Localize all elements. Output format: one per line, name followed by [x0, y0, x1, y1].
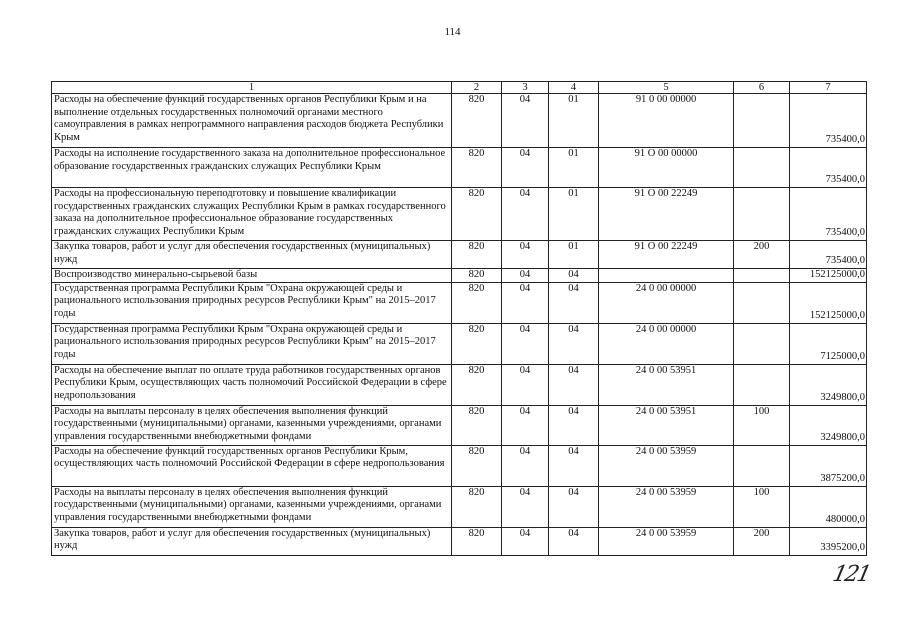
row-col5: 91 О 00 22249 — [599, 188, 734, 241]
row-description: Государственная программа Республики Крым "Охрана окружающей среды и рационального использования природных ресурсов Республики Крым" на 2015–2017 годы — [52, 282, 452, 323]
row-description: Расходы на выплаты персоналу в целях обеспечения выполнения функций государственными (муниципальными) органами, казенными учреждениями, органами управления государственными внебюджетными фондами — [52, 405, 452, 445]
row-col5: 91 О 00 00000 — [599, 148, 734, 188]
row-col2: 820 — [452, 148, 502, 188]
row-amount: 152125000,0 — [790, 269, 867, 283]
row-col6: 100 — [734, 486, 790, 527]
row-col4: 04 — [549, 282, 599, 323]
table-row — [52, 188, 867, 241]
row-col5: 24 0 00 53951 — [599, 364, 734, 405]
row-col3: 04 — [502, 323, 549, 364]
row-col5: 24 0 00 53959 — [599, 486, 734, 527]
row-col3: 04 — [502, 94, 549, 148]
row-col2: 820 — [452, 94, 502, 148]
row-col3: 04 — [502, 445, 549, 486]
row-col2: 820 — [452, 282, 502, 323]
row-col2: 820 — [452, 445, 502, 486]
row-col3: 04 — [502, 148, 549, 188]
row-col5: 24 0 00 00000 — [599, 323, 734, 364]
row-col5 — [599, 269, 734, 283]
table-row — [52, 148, 867, 188]
header-cell: 5 — [599, 82, 734, 94]
row-description: Расходы на профессиональную переподготовку и повышение квалификации государственных гражданских служащих Республики Крым в рамках государственного заказа на дополнительное профессиональное образование государственных гражданских служащих Республики Крым — [52, 188, 452, 241]
row-col3: 04 — [502, 188, 549, 241]
row-description: Расходы на исполнение государственного заказа на дополнительное профессиональное образование государственных гражданских служащих Республики Крым — [52, 148, 452, 188]
row-col4: 01 — [549, 241, 599, 269]
table-row — [52, 94, 867, 148]
row-col6 — [734, 445, 790, 486]
row-amount: 735400,0 — [790, 94, 867, 148]
row-col5: 24 0 00 53951 — [599, 405, 734, 445]
row-amount: 735400,0 — [790, 188, 867, 241]
row-col4: 04 — [549, 269, 599, 283]
row-col3: 04 — [502, 405, 549, 445]
table-row — [52, 282, 867, 323]
table-row — [52, 364, 867, 405]
row-amount: 3395200,0 — [790, 527, 867, 555]
row-col3: 04 — [502, 269, 549, 283]
row-description: Расходы на обеспечение выплат по оплате труда работников государственных органов Республики Крым, осуществляющих часть полномочий Российской Федерации в сфере недропользования — [52, 364, 452, 405]
row-col6 — [734, 269, 790, 283]
table-row — [52, 405, 867, 445]
row-col2: 820 — [452, 486, 502, 527]
row-col6: 200 — [734, 527, 790, 555]
header-cell: 7 — [790, 82, 867, 94]
row-description: Расходы на обеспечение функций государственных органов Республики Крым, осуществляющих часть полномочий Российской Федерации в сфере недропользования — [52, 445, 452, 486]
row-col3: 04 — [502, 527, 549, 555]
page-number: 114 — [444, 26, 461, 38]
row-col4: 04 — [549, 364, 599, 405]
row-amount: 3875200,0 — [790, 445, 867, 486]
row-col6 — [734, 282, 790, 323]
row-col2: 820 — [452, 527, 502, 555]
row-description: Закупка товаров, работ и услуг для обеспечения государственных (муниципальных) нужд — [52, 527, 452, 555]
row-col2: 820 — [452, 241, 502, 269]
row-col4: 04 — [549, 445, 599, 486]
handwritten-page-number: 121 — [830, 562, 872, 587]
row-col3: 04 — [502, 364, 549, 405]
row-col5: 91 О 00 22249 — [599, 241, 734, 269]
table-row — [52, 527, 867, 555]
row-description: Воспроизводство минерально-сырьевой базы — [52, 269, 452, 283]
row-amount: 735400,0 — [790, 148, 867, 188]
header-cell: 3 — [502, 82, 549, 94]
table-row — [52, 241, 867, 269]
header-row — [52, 82, 867, 94]
table-row — [52, 486, 867, 527]
row-col6 — [734, 364, 790, 405]
row-col2: 820 — [452, 364, 502, 405]
row-col4: 01 — [549, 188, 599, 241]
row-col6 — [734, 323, 790, 364]
row-col6: 200 — [734, 241, 790, 269]
row-col3: 04 — [502, 282, 549, 323]
header-cell: 1 — [52, 82, 452, 94]
row-col2: 820 — [452, 269, 502, 283]
row-col2: 820 — [452, 405, 502, 445]
row-col5: 91 0 00 00000 — [599, 94, 734, 148]
row-col4: 04 — [549, 527, 599, 555]
row-description: Государственная программа Республики Крым "Охрана окружающей среды и рационального использования природных ресурсов Республики Крым" на 2015–2017 годы — [52, 323, 452, 364]
row-description: Расходы на обеспечение функций государственных органов Республики Крым и на выполнение отдельных государственных полномочий органами местного самоуправления в рамках непрограммного направления расходов бюджета Республики Крым — [52, 94, 452, 148]
row-col2: 820 — [452, 323, 502, 364]
row-amount: 735400,0 — [790, 241, 867, 269]
budget-table — [51, 81, 867, 556]
row-col5: 24 0 00 00000 — [599, 282, 734, 323]
row-col6 — [734, 148, 790, 188]
row-col4: 04 — [549, 405, 599, 445]
row-col6 — [734, 188, 790, 241]
row-col4: 01 — [549, 148, 599, 188]
row-col4: 01 — [549, 94, 599, 148]
row-col3: 04 — [502, 486, 549, 527]
row-col5: 24 0 00 53959 — [599, 527, 734, 555]
row-col6 — [734, 94, 790, 148]
row-col3: 04 — [502, 241, 549, 269]
row-description: Расходы на выплаты персоналу в целях обеспечения выполнения функций государственными (муниципальными) органами, казенными учреждениями, органами управления государственными внебюджетными фондами — [52, 486, 452, 527]
row-col4: 04 — [549, 323, 599, 364]
header-cell: 4 — [549, 82, 599, 94]
table-row — [52, 445, 867, 486]
header-cell: 2 — [452, 82, 502, 94]
table-row — [52, 323, 867, 364]
row-col2: 820 — [452, 188, 502, 241]
row-description: Закупка товаров, работ и услуг для обеспечения государственных (муниципальных) нужд — [52, 241, 452, 269]
header-cell: 6 — [734, 82, 790, 94]
row-amount: 3249800,0 — [790, 364, 867, 405]
row-amount: 480000,0 — [790, 486, 867, 527]
row-col4: 04 — [549, 486, 599, 527]
row-col5: 24 0 00 53959 — [599, 445, 734, 486]
row-col6: 100 — [734, 405, 790, 445]
row-amount: 152125000,0 — [790, 282, 867, 323]
row-amount: 7125000,0 — [790, 323, 867, 364]
table-row — [52, 269, 867, 283]
row-amount: 3249800,0 — [790, 405, 867, 445]
